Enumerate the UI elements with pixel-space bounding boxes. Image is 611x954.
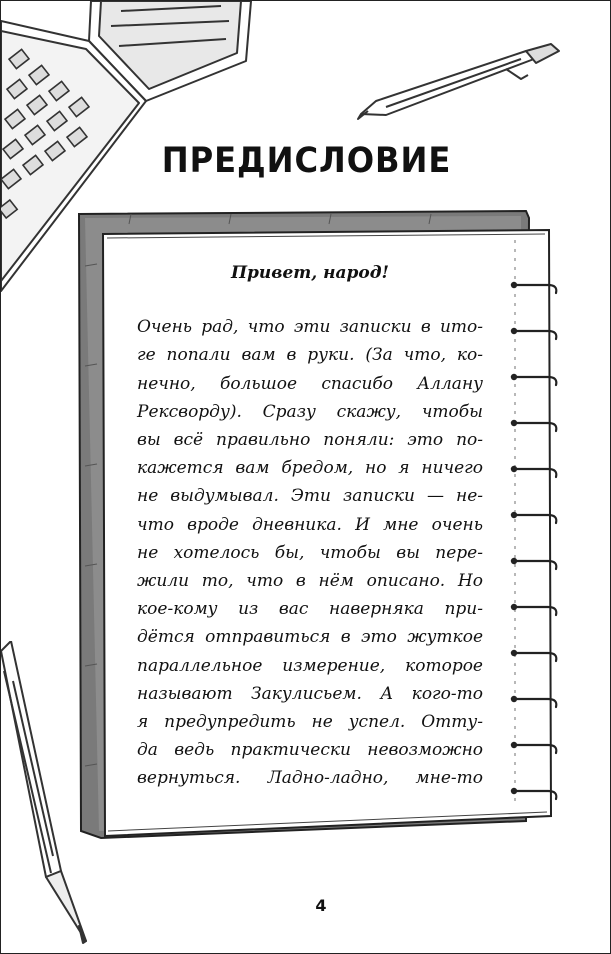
text-line: не выдумывал. Эти записки — не- bbox=[137, 486, 483, 507]
notepad-text bbox=[137, 259, 483, 793]
text-line: вернуться. Ладно-ладно, мне-то bbox=[137, 768, 483, 789]
text-line: параллельное измерение, которое bbox=[137, 655, 483, 676]
text-line: Рексворду). Сразу скажу, чтобы bbox=[137, 401, 483, 422]
text-line: кое-кому из вас наверняка при- bbox=[137, 599, 483, 620]
text-line: что вроде дневника. И мне очень bbox=[137, 514, 483, 535]
text-line: нечно, большое спасибо Аллану bbox=[137, 373, 483, 394]
text-line: называют Закулисьем. А кого-то bbox=[137, 683, 483, 704]
text-line: я предупредить не успел. Отту- bbox=[137, 712, 483, 733]
page-number: 4 bbox=[315, 896, 327, 915]
greeting-heading: Привет, народ! bbox=[230, 263, 390, 283]
pen-icon bbox=[356, 39, 566, 124]
text-line: жили то, что в нём описано. Но bbox=[137, 571, 483, 592]
text-line: кажется вам бредом, но я ничего bbox=[137, 458, 483, 479]
text-line: да ведь практически невозможно bbox=[137, 740, 483, 761]
text-line: вы всё правильно поняли: это по- bbox=[137, 430, 483, 451]
spiral-binding-icon bbox=[506, 271, 566, 811]
text-line: ге попали вам в руки. (За что, ко- bbox=[137, 345, 483, 366]
page-title: ПРЕДИСЛОВИЕ bbox=[161, 141, 452, 181]
text-line: Очень рад, что эти записки в ито- bbox=[137, 317, 483, 338]
text-line: дётся отправиться в это жуткое bbox=[137, 627, 483, 648]
text-line: не хотелось бы, чтобы вы пере- bbox=[137, 542, 483, 563]
